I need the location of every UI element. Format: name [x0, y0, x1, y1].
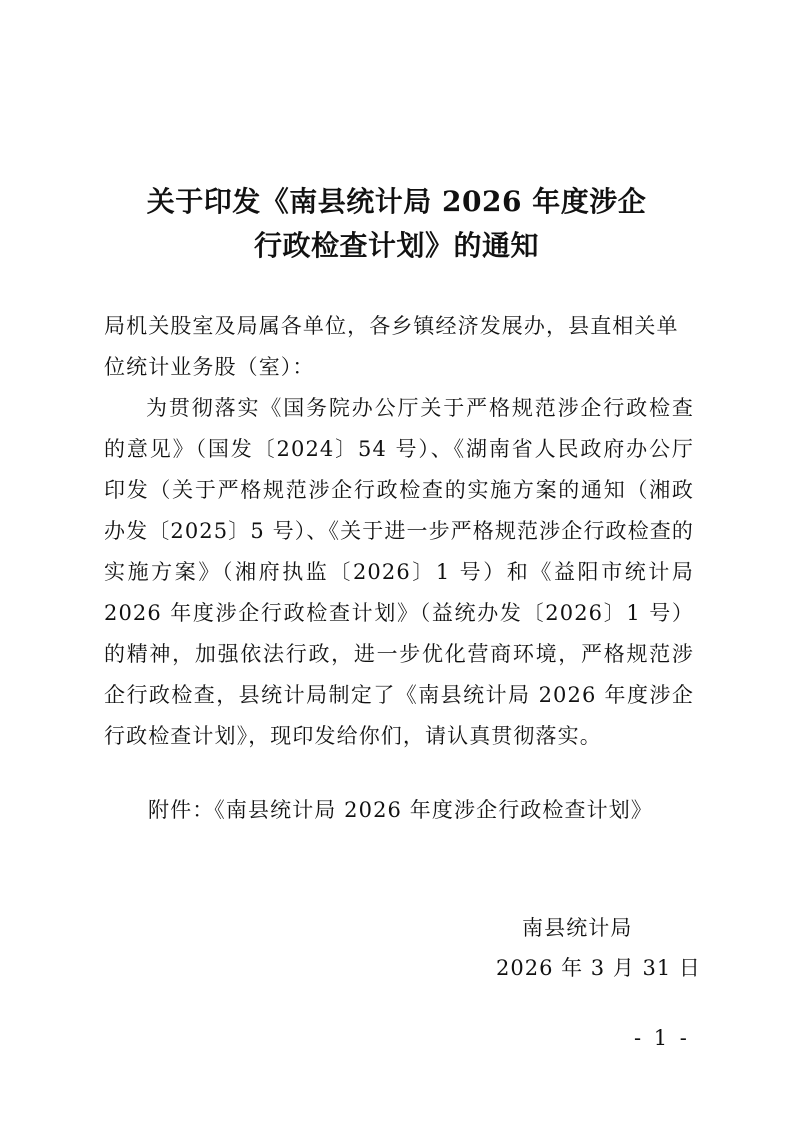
salutation: 局机关股室及局属各单位，各乡镇经济发展办，县直相关单位统计业务股（室）： [104, 314, 679, 379]
body-paragraph: 为贯彻落实《国务院办公厅关于严格规范涉企行政检查的意见》（国发〔2024〕54 号）、《湖南省人民政府办公厅印发（关于严格规范涉企行政检查的实施方案的通知（湘政办发〔2025〕5 号）、《关于进一步严格规范涉企行政检查的实施方案》（湘府执监〔2026〕1 号）和《益阳市统计局 2026 年度涉企行政检查计划》（益统办发〔2026〕1 号）的精神，加强依法行政，进一步优化营商环境，严格规范涉企行政检查，县统计局制定了《南县统计局 2026 年度涉企行政检查计划》，现印发给你们，请认真贯彻落实。 [104, 396, 694, 748]
document-title-line-2: 行政检查计划》的通知 [253, 229, 539, 262]
page-number: - 1 - [634, 1026, 690, 1050]
attachment-line: 附件：《南县统计局 2026 年度涉企行政检查计划》 [148, 798, 653, 822]
signature-organization: 南县统计局 [522, 916, 633, 940]
document-title-line-1: 关于印发《南县统计局 2026 年度涉企 [146, 185, 647, 218]
signature-date: 2026 年 3 月 31 日 [496, 956, 701, 980]
